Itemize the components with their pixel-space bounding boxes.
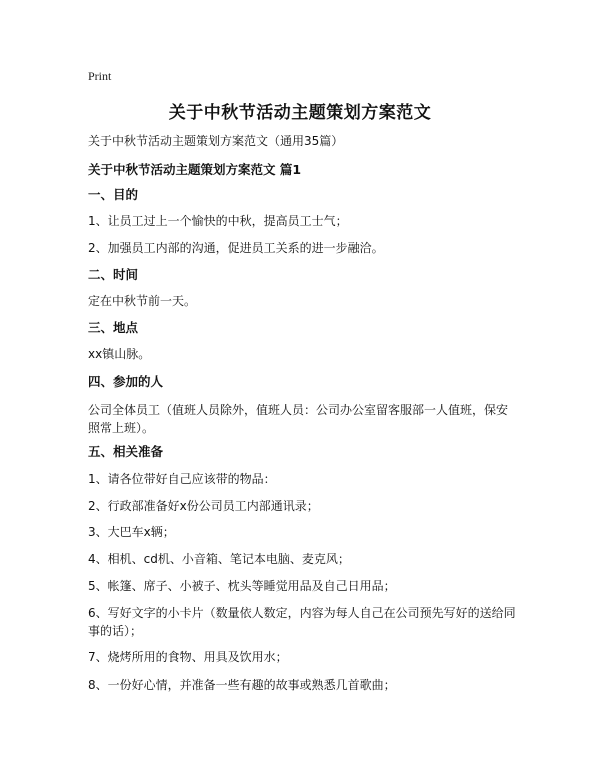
purpose-item-2: 2、加强员工内部的沟通，促进员工关系的进一步融洽。 bbox=[88, 241, 384, 255]
section-heading-purpose: 一、目的 bbox=[88, 187, 139, 202]
preparation-item-3: 3、大巴车x辆； bbox=[88, 525, 175, 539]
section-heading-location: 三、地点 bbox=[88, 320, 139, 335]
subtitle: 关于中秋节活动主题策划方案范文（通用35篇） bbox=[88, 134, 344, 148]
section-heading-participants: 四、参加的人 bbox=[88, 374, 164, 389]
time-text: 定在中秋节前一天。 bbox=[88, 294, 197, 308]
print-label[interactable]: Print bbox=[88, 69, 112, 83]
preparation-item-4: 4、相机、cd机、小音箱、笔记本电脑、麦克风； bbox=[88, 552, 350, 566]
page-title: 关于中秋节活动主题策划方案范文 bbox=[168, 103, 432, 123]
purpose-item-1: 1、让员工过上一个愉快的中秋，提高员工士气； bbox=[88, 214, 348, 228]
location-text: xx镇山脉。 bbox=[88, 347, 151, 361]
section-heading-time: 二、时间 bbox=[88, 267, 139, 282]
article-heading: 关于中秋节活动主题策划方案范文 篇1 bbox=[88, 162, 302, 177]
preparation-item-1: 1、请各位带好自己应该带的物品： bbox=[88, 472, 276, 486]
preparation-item-6: 6、写好文字的小卡片（数量依人数定，内容为每人自己在公司预先写好的送给同事的话）； bbox=[88, 606, 516, 638]
preparation-item-2: 2、行政部准备好x份公司员工内部通讯录； bbox=[88, 499, 319, 513]
preparation-item-7: 7、烧烤所用的食物、用具及饮用水； bbox=[88, 650, 288, 664]
preparation-item-5: 5、帐篷、席子、小被子、枕头等睡觉用品及自己日用品； bbox=[88, 579, 396, 593]
section-heading-preparation: 五、相关准备 bbox=[88, 444, 164, 459]
participants-text: 公司全体员工（值班人员除外，值班人员：公司办公室留客服部一人值班，保安照常上班）。 bbox=[88, 403, 509, 435]
preparation-item-8: 8、一份好心情，并准备一些有趣的故事或熟悉几首歌曲； bbox=[88, 678, 396, 692]
